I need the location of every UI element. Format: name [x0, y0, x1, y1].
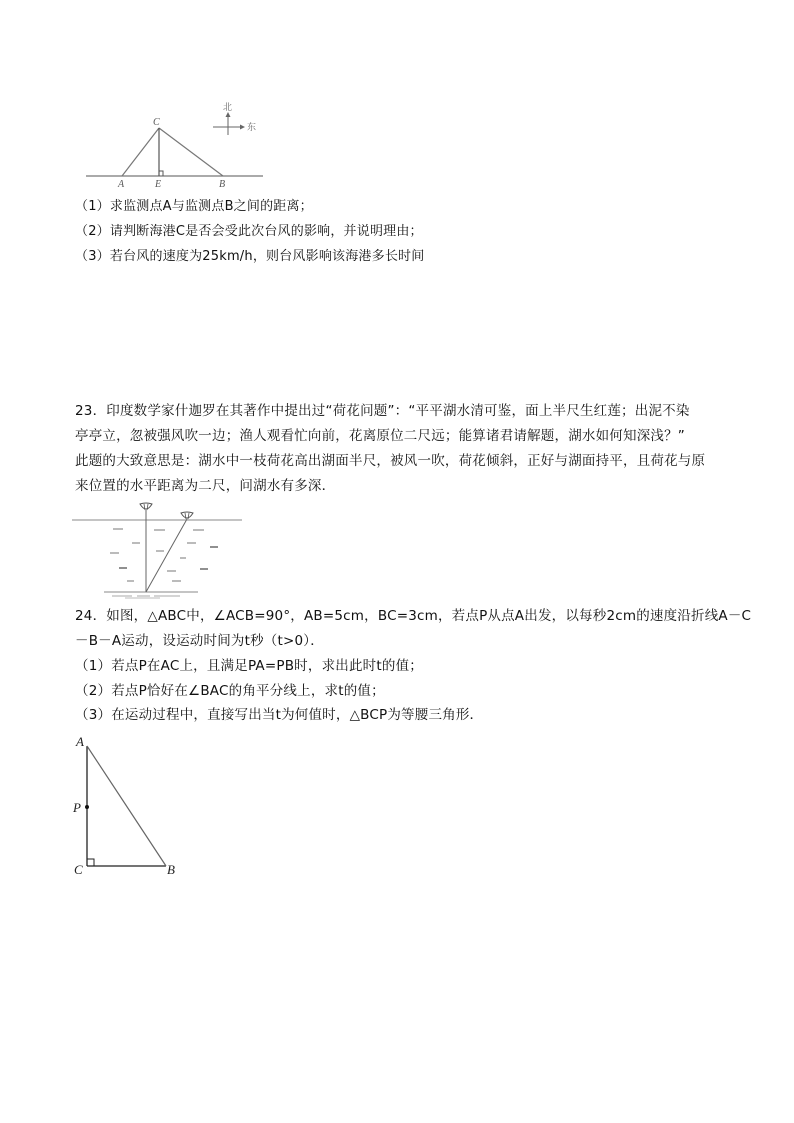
- point-p: [85, 805, 89, 809]
- q22-part-1: （1）求监测点A与监测点B之间的距离；: [75, 199, 313, 214]
- label-c: C: [74, 862, 83, 877]
- compass-east: 东: [247, 123, 257, 133]
- q24-figure-right-triangle: [65, 730, 195, 880]
- label-a: A: [76, 734, 84, 749]
- segment-cb: [159, 128, 223, 176]
- compass-icon: [213, 101, 256, 135]
- label-b: B: [167, 862, 175, 877]
- q23-line-1: 23．印度数学家什迦罗在其著作中提出过“荷花问题”：“平平湖水清可鉴，面上半尺生红莲；出泥不染: [75, 403, 690, 419]
- q23-figure-lotus-lake: [70, 500, 250, 600]
- q24-line-1: 24．如图，△ABC中，∠ACB=90°，AB=5cm，BC=3cm，若点P从点A出发，以每秒2cm的速度沿折线A－C: [75, 608, 752, 624]
- lotus-flower-icon: [140, 503, 152, 510]
- q24-part-3: （3）在运动过程中，直接写出当t为何值时，△BCP为等腰三角形．: [75, 707, 484, 723]
- q24-line-2: －B－A运动，设运动时间为t秒（t>0）．: [75, 633, 324, 649]
- q23-line-3: 此题的大致意思是：湖水中一枝荷花高出湖面半尺，被风一吹，荷花倾斜，正好与湖面持平，且荷花与原: [75, 453, 706, 469]
- q24-part-1: （1）若点P在AC上，且满足PA=PB时，求出此时t的值；: [75, 658, 423, 674]
- compass-north: 北: [223, 103, 233, 113]
- right-angle-mark: [87, 859, 94, 866]
- label-p: P: [73, 800, 81, 815]
- q22-part-3: （3）若台风的速度为25km/h，则台风影响该海港多长时间: [75, 249, 425, 264]
- q23-line-2: 亭亭立，忽被强风吹一边；渔人观看忙向前，花离原位二尺远；能算诸君请解题，湖水如何知深浅？”: [75, 428, 685, 444]
- segment-ca: [122, 128, 159, 176]
- right-angle-mark: [159, 171, 163, 176]
- q22-part-2: （2）请判断海港C是否会受此次台风的影响，并说明理由；: [75, 224, 423, 239]
- q23-line-4: 来位置的水平距离为二尺，问湖水有多深．: [75, 478, 336, 494]
- label-e: E: [155, 179, 162, 190]
- q22-figure-triangle: [80, 95, 280, 195]
- q24-part-2: （2）若点P恰好在∠BAC的角平分线上，求t的值；: [75, 683, 385, 699]
- lotus-flower-tilted-icon: [181, 512, 193, 519]
- label-b: B: [219, 179, 226, 190]
- label-a: A: [118, 179, 125, 190]
- water-dashes: [110, 529, 218, 598]
- label-c: C: [153, 117, 160, 128]
- side-ab: [87, 746, 166, 866]
